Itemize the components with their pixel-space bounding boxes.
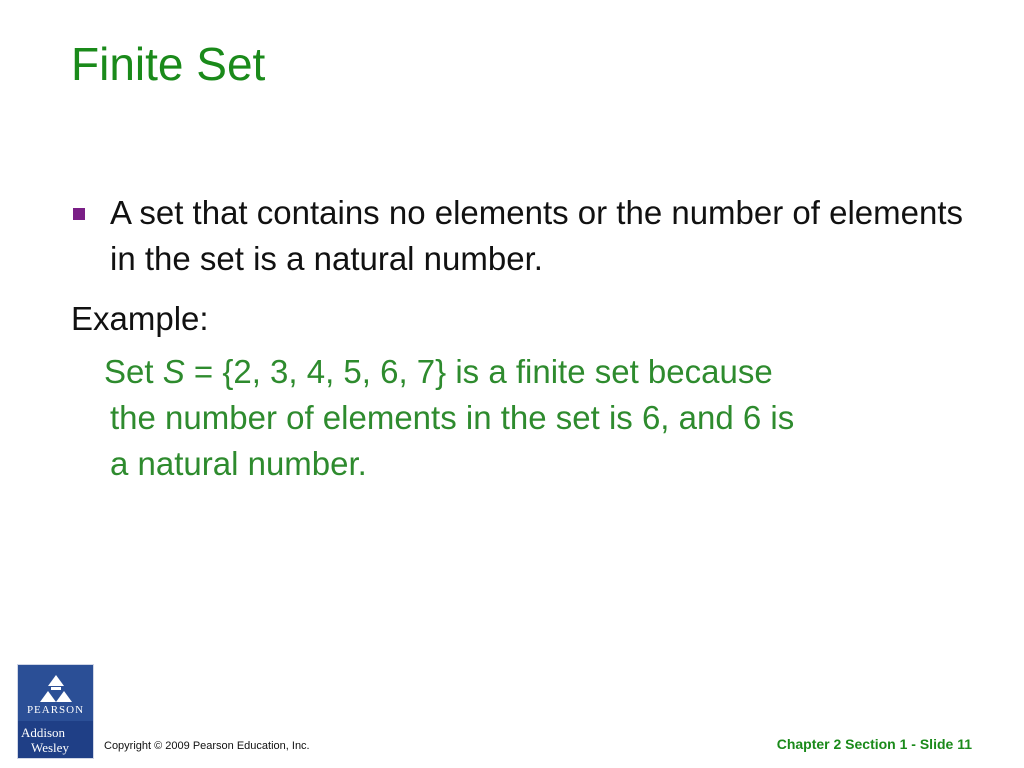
example-line-2: the number of elements in the set is 6, and 6 is [110, 399, 795, 436]
bullet-text: A set that contains no elements or the number of elements in the set is a natural number. [110, 194, 963, 277]
example-line-1 [104, 349, 970, 395]
example-set-word: Set [104, 353, 163, 390]
copyright-notice: Copyright © 2009 Pearson Education, Inc. [104, 740, 310, 752]
logo-header [18, 665, 93, 721]
slide-number: Chapter 2 Section 1 - Slide 11 [776, 736, 972, 752]
example-set-variable: S [162, 353, 185, 390]
example-label: Example: [71, 300, 209, 337]
pearson-addison-wesley-logo [17, 664, 94, 759]
example-set-definition: = {2, 3, 4, 5, 6, 7} is a finite set because [184, 353, 773, 390]
logo-brand-name: PEARSON [26, 704, 85, 716]
logo-imprint-line-2: Wesley [31, 740, 69, 755]
slide-title: Finite Set [71, 38, 266, 90]
pearson-triangle-icon [37, 674, 75, 704]
logo-imprint [21, 725, 91, 755]
logo-imprint-line-1: Addison [21, 725, 66, 740]
bullet-square-icon [73, 208, 85, 220]
example-body [104, 349, 970, 487]
example-line-3: a natural number. [110, 445, 367, 482]
